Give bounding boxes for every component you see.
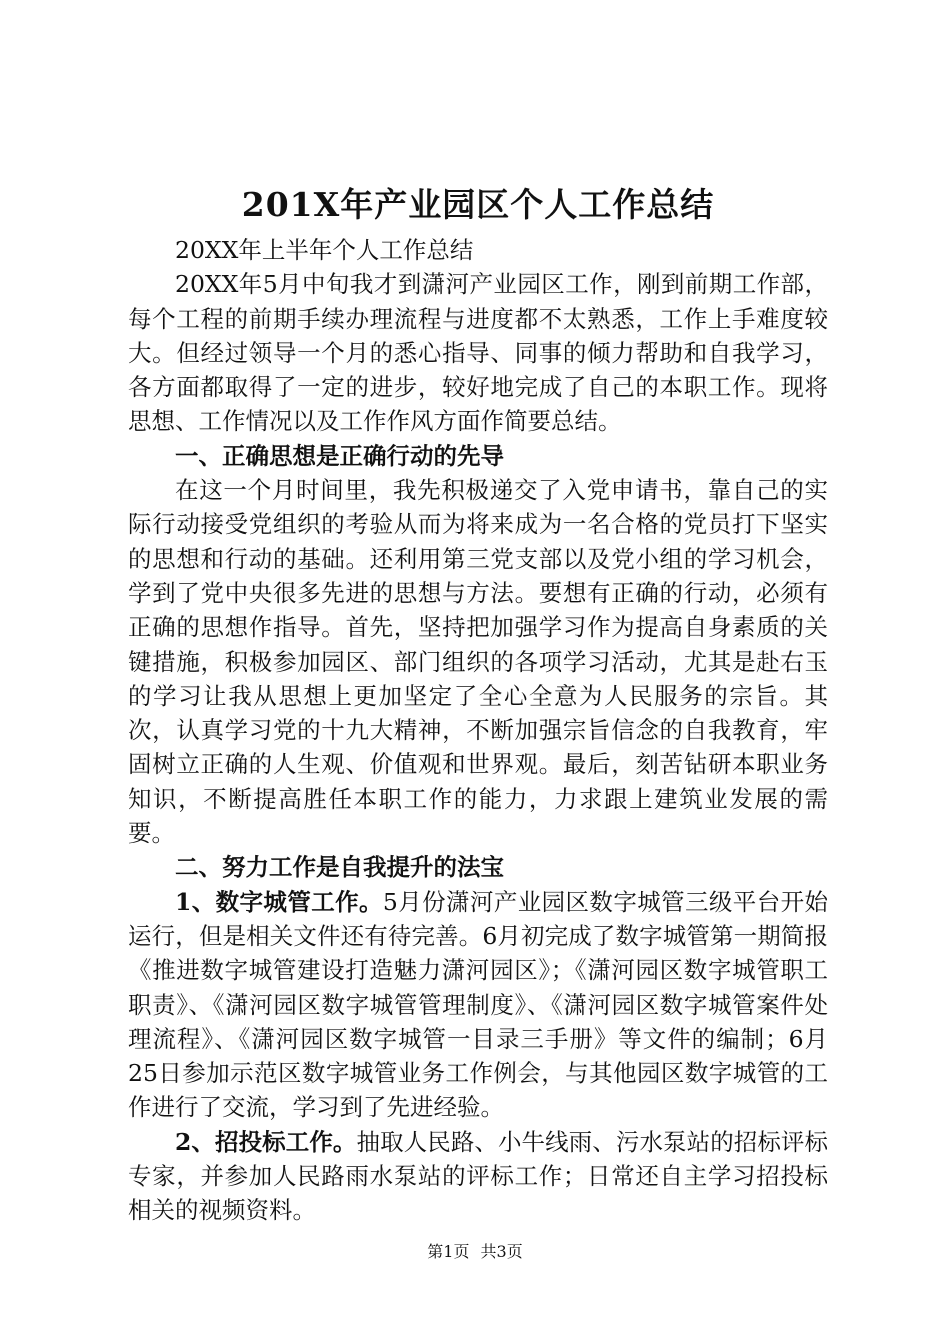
- item1-lead: 1、数字城管工作。: [175, 887, 383, 916]
- item2-paragraph: [128, 1125, 828, 1228]
- item2-lead: 2、招投标工作。: [175, 1127, 357, 1156]
- page-number: 第1页: [427, 1242, 470, 1261]
- page-total: 共3页: [480, 1242, 523, 1261]
- section1-paragraph: 在这一个月时间里，我先积极递交了入党申请书，靠自己的实际行动接受党组织的考验从而为将来成为一名合格的党员打下坚实的思想和行动的基础。还利用第三党支部以及党小组的学习机会，学到了党中央很多先进的思想与方法。要想有正确的行动，必须有正确的思想作指导。首先，坚持把加强学习作为提高自身素质的关键措施，积极参加园区、部门组织的各项学习活动，尤其是赴右玉的学习让我从思想上更加坚定了全心全意为人民服务的宗旨。其次，认真学习党的十九大精神，不断加强宗旨信念的自我教育，牢固树立正确的人生观、价值观和世界观。最后，刻苦钻研本职业务知识，不断提高胜任本职工作的能力，力求跟上建筑业发展的需要。: [128, 476, 828, 848]
- section1-heading: 一、正确思想是正确行动的先导: [175, 441, 504, 470]
- document-body: [128, 233, 828, 1228]
- subtitle-paragraph: 20XX年上半年个人工作总结: [175, 236, 474, 264]
- document-title: 201X年产业园区个人工作总结: [241, 185, 715, 224]
- section2-heading: 二、努力工作是自我提升的法宝: [175, 853, 504, 882]
- intro-paragraph: 20XX年5月中旬我才到潇河产业园区工作，刚到前期工作部，每个工程的前期手续办理流程与进度都不太熟悉，工作上手难度较大。但经过领导一个月的悉心指导、同事的倾力帮助和自我学习，各方面都取得了一定的进步，较好地完成了自己的本职工作。现将思想、工作情况以及工作作风方面作简要总结。: [128, 270, 828, 436]
- item1-body: 5月份潇河产业园区数字城管三级平台开始运行，但是相关文件还有待完善。6月初完成了数字城管第一期简报《推进数字城管建设打造魅力潇河园区》；《潇河园区数字城管职工职责》、《潇河园区数字城管管理制度》、《潇河园区数字城管案件处理流程》、《潇河园区数字城管一目录三手册》等文件的编制；6月25日参加示范区数字城管业务工作例会，与其他园区数字城管的工作进行了交流，学习到了先进经验。: [128, 887, 828, 1122]
- item2-body: 抽取人民路、小牛线雨、污水泵站的招标评标专家，并参加人民路雨水泵站的评标工作；日常还自主学习招投标相关的视频资料。: [128, 1127, 829, 1225]
- page-footer: [0, 1240, 950, 1264]
- item1-paragraph: [128, 885, 828, 1125]
